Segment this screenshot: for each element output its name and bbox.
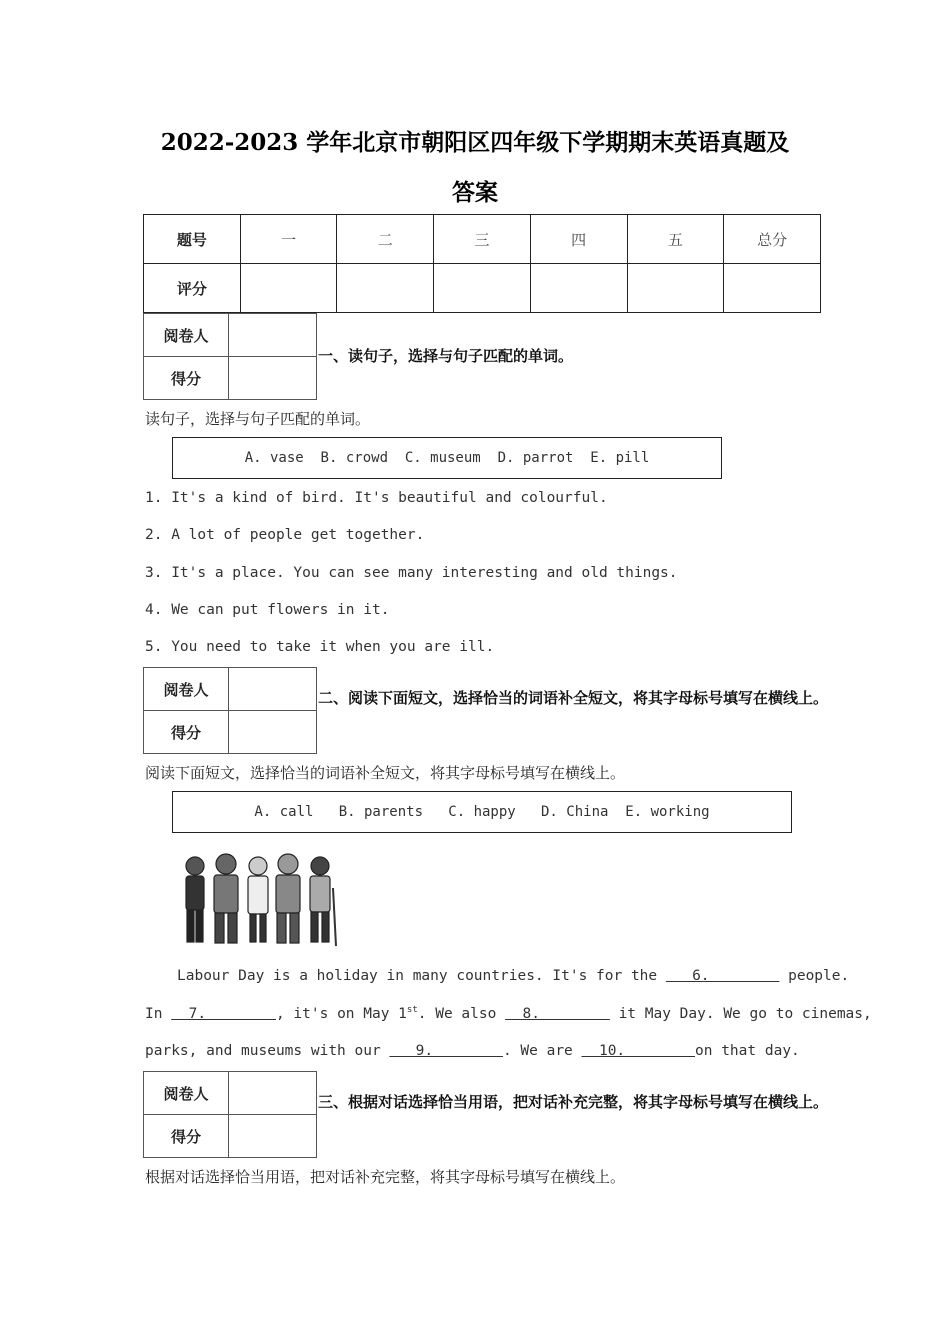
section3-heading: 三、根据对话选择恰当用语，把对话补充完整，将其字母标号填写在横线上。 xyxy=(318,1093,829,1111)
question-4: 4. We can put flowers in it. xyxy=(145,602,390,618)
section2-instruction: 阅读下面短文，选择恰当的词语补全短文，将其字母标号填写在横线上。 xyxy=(145,764,626,782)
builder-figure xyxy=(276,854,300,943)
score-label: 得分 xyxy=(144,1115,229,1158)
passage-text: it May Day. We go to cinemas, xyxy=(609,1005,872,1022)
section1-heading: 一、读句子，选择与句子匹配的单词。 xyxy=(318,347,574,365)
score-blank-cell xyxy=(724,264,821,313)
section2-word-bank: A. call B. parents C. happy D. China E. working xyxy=(172,791,792,833)
passage-text: In xyxy=(145,1005,172,1022)
score-cell: 一 xyxy=(240,215,337,264)
passage-text: , it's on May 1 xyxy=(275,1005,407,1022)
blank-8[interactable]: 8. xyxy=(505,1005,610,1022)
grader-blank xyxy=(229,711,317,754)
score-label: 得分 xyxy=(144,711,229,754)
score-blank-cell xyxy=(530,264,627,313)
passage-text: . We also xyxy=(417,1005,506,1022)
worker-figure xyxy=(186,857,204,942)
passage-text: Labour Day is a holiday in many countries. It's for the xyxy=(177,968,666,984)
cleaner-figure xyxy=(310,857,336,946)
score-row-label: 评分 xyxy=(144,264,241,313)
grader-blank xyxy=(229,357,317,400)
question-1: 1. It's a kind of bird. It's beautiful and colourful. xyxy=(145,490,608,506)
reviewer-label: 阅卷人 xyxy=(144,668,229,711)
score-table-header-row xyxy=(144,215,821,264)
score-cell: 二 xyxy=(337,215,434,264)
score-blank-cell xyxy=(240,264,337,313)
page-title-continued: 答案 xyxy=(452,179,498,206)
section3-instruction: 根据对话选择恰当用语，把对话补充完整，将其字母标号填写在横线上。 xyxy=(145,1168,626,1186)
blank-9[interactable]: 9. xyxy=(389,1043,503,1059)
page-title: 2022-2023 学年北京市朝阳区四年级下学期期末英语真题及 xyxy=(160,129,790,156)
score-blank-cell xyxy=(434,264,531,313)
score-table xyxy=(143,214,821,313)
grader-box-section3 xyxy=(143,1071,317,1158)
question-2: 2. A lot of people get together. xyxy=(145,527,425,543)
grader-box-section2 xyxy=(143,667,317,754)
question-5: 5. You need to take it when you are ill. xyxy=(145,639,495,655)
passage-text: on that day. xyxy=(695,1043,800,1059)
passage-line-3 xyxy=(145,1043,810,1059)
score-cell: 五 xyxy=(627,215,724,264)
grader-blank xyxy=(229,668,317,711)
score-cell: 总分 xyxy=(724,215,821,264)
passage-text: . We are xyxy=(502,1043,582,1059)
blank-10[interactable]: 10. xyxy=(581,1043,696,1059)
grader-box-section1 xyxy=(143,313,317,400)
section1-instruction: 读句子，选择与句子匹配的单词。 xyxy=(145,410,371,428)
superscript-st: st xyxy=(406,1005,418,1015)
workers-illustration xyxy=(178,848,338,950)
section2-heading: 二、阅读下面短文，选择恰当的词语补全短文，将其字母标号填写在横线上。 xyxy=(318,689,829,707)
grader-blank xyxy=(229,1072,317,1115)
nurse-figure xyxy=(248,857,268,942)
blank-6[interactable]: 6. xyxy=(665,968,780,984)
score-cell: 三 xyxy=(434,215,531,264)
firefighter-figure xyxy=(214,854,238,943)
score-blank-cell xyxy=(337,264,434,313)
section1-word-bank: A. vase B. crowd C. museum D. parrot E. pill xyxy=(172,437,722,479)
passage-line-1 xyxy=(145,968,850,984)
passage-line-2 xyxy=(145,1005,872,1022)
reviewer-label: 阅卷人 xyxy=(144,314,229,357)
passage-text: people. xyxy=(779,968,850,984)
passage-text: parks, and museums with our xyxy=(145,1043,390,1059)
score-label: 得分 xyxy=(144,357,229,400)
score-table-score-row xyxy=(144,264,821,313)
question-3: 3. It's a place. You can see many interesting and old things. xyxy=(145,565,678,581)
score-blank-cell xyxy=(627,264,724,313)
blank-7[interactable]: 7. xyxy=(171,1005,276,1022)
score-cell: 四 xyxy=(530,215,627,264)
grader-blank xyxy=(229,314,317,357)
grader-blank xyxy=(229,1115,317,1158)
reviewer-label: 阅卷人 xyxy=(144,1072,229,1115)
score-cell: 题号 xyxy=(144,215,241,264)
